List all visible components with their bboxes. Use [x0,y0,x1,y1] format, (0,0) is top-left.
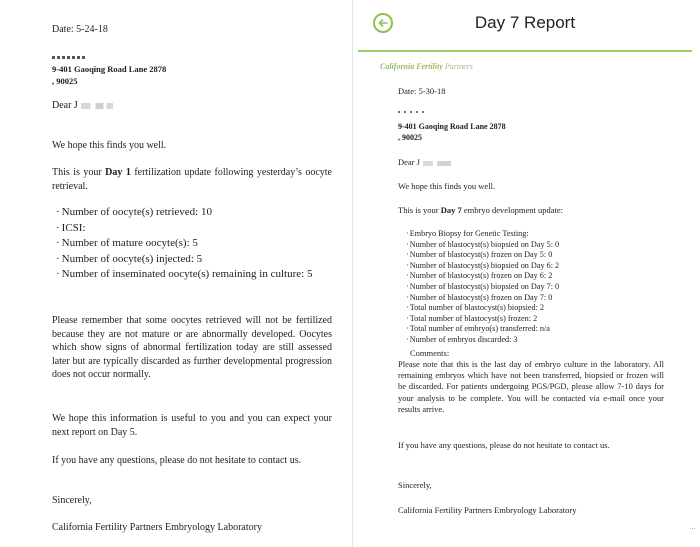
list-item: · Number of embryos discarded: 3 [406,335,559,346]
redacted-name-line [398,111,428,113]
list-item: · Total number of blastocyst(s) biopsied: 2 [406,303,559,314]
redacted-name-line [52,56,86,59]
report-header [358,0,692,52]
remember-paragraph: Please remember that some oocytes retrieved will not be fertilized because they are not mature or are abnormally developed. Oocytes which show signs of abnormal fertilization today are still assessed later but are typically discarded as further developmental progression does not occur normally. [52,315,332,380]
list-item: · Number of blastocyst(s) biopsied on Day 6: 2 [406,261,559,272]
list-item: · Total number of embryo(s) transferred: n/a [406,324,559,335]
greeting: We hope this finds you well. [52,140,167,151]
intro-before: This is your [52,167,106,178]
list-item: · Number of blastocyst(s) biopsied on Day 5: 0 [406,240,559,251]
brand-main: California Fertility [380,62,443,71]
page-title: Day 7 Report [474,13,576,32]
report-date: Date: 5-30-18 [398,86,446,96]
salutation [398,157,451,167]
redacted-name [81,103,113,109]
signature: California Fertility Partners Embryology Laboratory [398,505,577,515]
closing: Sincerely, [398,480,432,490]
brand-sub: Partners [442,62,473,71]
list-item: · Number of blastocyst(s) frozen on Day 5: 0 [406,250,559,261]
intro-before: This is your [398,205,441,215]
address-line-1: 9-401 Gaoqing Road Lane 2878 [52,64,167,74]
list-item: · Number of inseminated oocyte(s) remaining in culture: 5 [52,267,337,283]
note-paragraph: Please note that this is the last day of embryo culture in the laboratory. All remaining embryos which have not been transferred, biopsied or frozen will be discarded. For patients undergoing PGS/PGD, please allow 7-10 days for your analysis to be complete. You will be contacted via e-mail once your results arrive. [398,359,664,414]
comments-label: Comments: [410,348,450,358]
salutation [52,100,113,111]
letter-date: Date: 5-24-18 [52,24,108,35]
salutation-text: Dear J [52,100,78,111]
closing: Sincerely, [52,495,92,506]
questions-paragraph: If you have any questions, please do not hesitate to contact us. [398,440,610,450]
address-line-2: , 90025 [398,133,422,142]
address-line-1: 9-401 Gaoqing Road Lane 2878 [398,122,506,131]
list-item: · Number of oocyte(s) retrieved: 10 [52,205,337,221]
panel-divider [352,0,353,547]
day7-report [358,0,700,547]
list-item: · Number of blastocyst(s) biopsied on Day 7: 0 [406,282,559,293]
brand-logo-text [380,62,473,71]
questions-paragraph: If you have any questions, please do not hesitate to contact us. [52,455,302,466]
intro-paragraph [52,166,332,193]
trailing-mark: ... [689,522,696,531]
list-item: · Number of blastocyst(s) frozen on Day 6: 2 [406,271,559,282]
intro-day: Day 1 [105,167,131,178]
intro-after: fertilization update following yesterday’s oocyte retrieval. [52,167,332,192]
signature: California Fertility Partners Embryology Laboratory [52,522,262,533]
redacted-name [423,161,451,166]
intro-after: embryo development update: [461,205,564,215]
list-item: · Total number of blastocyst(s) frozen: 2 [406,314,559,325]
list-item: · Embryo Biopsy for Genetic Testing: [406,229,559,240]
list-item: · Number of blastocyst(s) frozen on Day 7: 0 [406,293,559,304]
fertilization-list [52,205,337,283]
embryo-development-list [406,229,559,346]
address-line-2: , 90025 [52,76,78,86]
list-item: · Number of mature oocyte(s): 5 [52,236,337,252]
intro-day: Day 7 [440,205,462,215]
useful-paragraph: We hope this information is useful to you and you can expect your next report on Day 5. [52,413,332,438]
intro-paragraph [398,205,563,215]
list-item: · ICSI: [52,221,337,237]
list-item: · Number of oocyte(s) injected: 5 [52,252,337,268]
greeting: We hope this finds you well. [398,181,496,191]
salutation-text: Dear J [398,157,420,167]
